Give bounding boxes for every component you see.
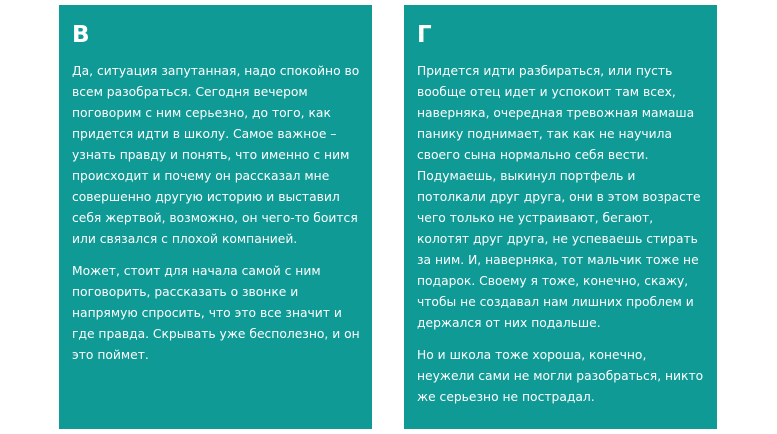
card-paragraph: Но и школа тоже хороша, конечно, неужели сами не могли разобраться, никто же серьезно не пострадал. bbox=[417, 348, 704, 404]
card-paragraph: Придется идти разбираться, или пусть вообще отец идет и успокоит там всех, наверняка, очередная тревожная мамаша панику поднимает, так как не научила своего сына нормально себя вести. Подумаешь, выкинул портфель и потолкали друг друга, они в этом возрасте чего только не устраивают, бегают, колотят друг друга, не успеваешь стирать за ним. И, наверняка, тот мальчик тоже не подарок. Своему я тоже, конечно, скажу, чтобы не создавал нам лишних проблем и держался от них подальше. bbox=[417, 64, 701, 330]
card-paragraph: Да, ситуация запутанная, надо спокойно во всем разобраться. Сегодня вечером поговорим с ним серьезно, до того, как придется идти в школу. Самое важное – узнать правду и понять, что именно с ним происходит и почему он рассказал мне совершенно другую историю и выставил себя жертвой, возможно, он чего-то боится или связался с плохой компанией. bbox=[72, 64, 360, 246]
answer-card-g bbox=[404, 5, 717, 429]
card-paragraph: Может, стоит для начала самой с ним поговорить, рассказать о звонке и напрямую спросить, что это все значит и где правда. Скрывать уже бесполезно, и он это поймет. bbox=[72, 264, 360, 362]
answer-card-v bbox=[59, 5, 372, 429]
card-letter: Г bbox=[417, 22, 433, 48]
card-letter: В bbox=[72, 22, 91, 48]
